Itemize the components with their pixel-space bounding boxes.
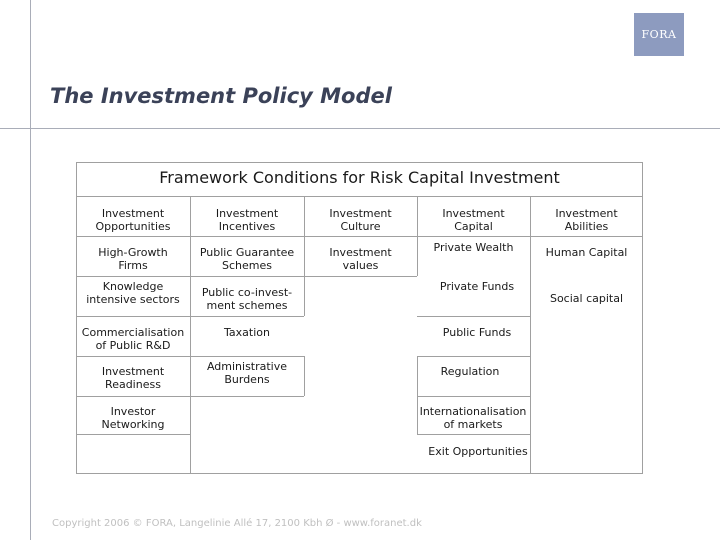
grid-line (304, 236, 417, 237)
incentive-item: Public co-invest- ment schemes (201, 286, 293, 312)
opportunity-item: Investment Readiness (101, 365, 165, 391)
grid-line (190, 356, 304, 357)
logo-text: FORA (641, 28, 677, 41)
incentive-item: Taxation (224, 326, 270, 339)
grid-line (76, 356, 190, 357)
grid-line (304, 276, 417, 277)
capital-item: Private Funds (439, 280, 515, 293)
incentive-item: Public Guarantee Schemes (199, 246, 295, 272)
title-separator (76, 196, 643, 197)
header-abilities: Investment Abilities (555, 207, 618, 233)
opportunity-item: Knowledge intensive sectors (86, 280, 180, 306)
capital-item: Public Funds (442, 326, 512, 339)
grid-line (76, 396, 190, 397)
grid-line (417, 434, 530, 435)
grid-line (417, 316, 530, 317)
header-opportunities: Investment Opportunities (95, 207, 171, 233)
capital-item: Private Wealth (433, 241, 514, 254)
grid-line (530, 236, 643, 237)
grid-line (417, 396, 530, 397)
header-incentives: Investment Incentives (215, 207, 279, 233)
grid-line (190, 316, 304, 317)
slide-title: The Investment Policy Model (50, 84, 392, 108)
grid-line (76, 434, 190, 435)
culture-item: Investment values (329, 246, 392, 272)
grid-line (304, 356, 305, 396)
capital-item: Internationalisation of markets (419, 405, 527, 431)
fora-logo (634, 13, 684, 56)
grid-line (76, 236, 190, 237)
framework-title: Framework Conditions for Risk Capital Investment (159, 168, 560, 187)
ability-item: Social capital (549, 292, 624, 305)
decorative-horizontal-rule (0, 128, 720, 129)
opportunity-item: Commercialisation of Public R&D (81, 326, 185, 352)
incentive-item: Administrative Burdens (206, 360, 288, 386)
decorative-vertical-rule (30, 0, 31, 540)
capital-item: Exit Opportunities (428, 445, 528, 458)
grid-line (190, 396, 304, 397)
grid-line (190, 236, 304, 237)
grid-line (417, 356, 530, 357)
grid-line (190, 276, 304, 277)
grid-line (76, 316, 190, 317)
ability-item: Human Capital (545, 246, 628, 259)
opportunity-item: High-Growth Firms (98, 246, 168, 272)
grid-line (76, 276, 190, 277)
header-capital: Investment Capital (442, 207, 505, 233)
capital-item: Regulation (440, 365, 500, 378)
copyright-footer: Copyright 2006 © FORA, Langelinie Allé 17, 2100 Kbh Ø - www.foranet.dk (52, 518, 422, 529)
header-culture: Investment Culture (329, 207, 392, 233)
opportunity-item: Investor Networking (101, 405, 165, 431)
grid-line (417, 236, 530, 237)
